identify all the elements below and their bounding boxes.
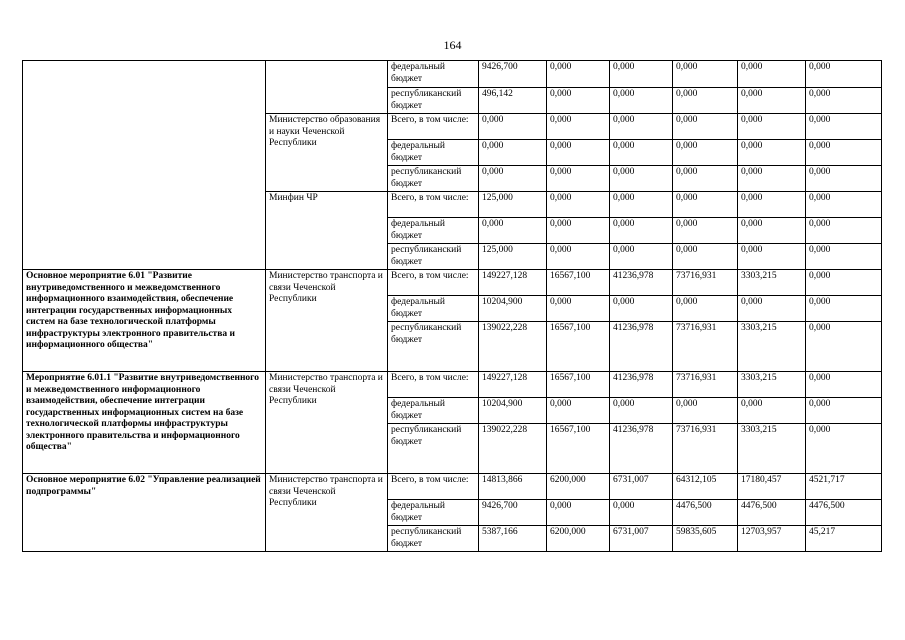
amount-cell: 6200,000 [547,526,610,552]
amount-cell: 45,217 [806,526,882,552]
amount-cell: 59835,605 [673,526,738,552]
amount-cell: 6200,000 [547,474,610,500]
amount-cell: 0,000 [806,166,882,192]
amount-cell: 0,000 [738,218,806,244]
amount-cell: 3303,215 [738,270,806,296]
amount-cell: 73716,931 [673,372,738,398]
amount-cell: 0,000 [610,61,673,88]
amount-cell: 149227,128 [479,270,547,296]
amount-cell: 0,000 [547,114,610,140]
amount-cell: 0,000 [738,296,806,322]
amount-cell: 9426,700 [479,61,547,88]
amount-cell: 125,000 [479,192,547,218]
page-number: 164 [443,38,462,52]
budget-table [22,60,882,552]
amount-cell: 3303,215 [738,322,806,372]
amount-cell: 0,000 [673,296,738,322]
amount-cell: 125,000 [479,244,547,270]
funding-source-cell: Всего, в том числе: [388,114,479,140]
executor-cell: Министерство транспорта и связи Чеченской Республики [266,372,388,474]
funding-source-cell: республиканский бюджет [388,424,479,474]
amount-cell: 41236,978 [610,270,673,296]
amount-cell: 0,000 [610,88,673,114]
amount-cell: 0,000 [806,270,882,296]
funding-source-cell: федеральный бюджет [388,398,479,424]
amount-cell: 0,000 [547,500,610,526]
amount-cell: 139022,228 [479,322,547,372]
amount-cell: 5387,166 [479,526,547,552]
amount-cell: 0,000 [806,424,882,474]
amount-cell: 3303,215 [738,424,806,474]
amount-cell: 0,000 [806,296,882,322]
amount-cell: 0,000 [610,398,673,424]
amount-cell: 0,000 [673,192,738,218]
amount-cell: 4521,717 [806,474,882,500]
funding-source-cell: Всего, в том числе: [388,192,479,218]
funding-source-cell: федеральный бюджет [388,61,479,88]
table-row [23,474,882,500]
amount-cell: 0,000 [738,166,806,192]
amount-cell: 0,000 [610,500,673,526]
amount-cell: 0,000 [479,114,547,140]
amount-cell: 0,000 [673,244,738,270]
amount-cell: 0,000 [673,88,738,114]
amount-cell: 0,000 [806,192,882,218]
table-row [23,270,882,296]
amount-cell: 0,000 [610,140,673,166]
amount-cell: 6731,007 [610,474,673,500]
amount-cell: 6731,007 [610,526,673,552]
amount-cell: 4476,500 [738,500,806,526]
amount-cell: 16567,100 [547,270,610,296]
amount-cell: 0,000 [673,218,738,244]
amount-cell: 0,000 [806,61,882,88]
amount-cell: 0,000 [547,192,610,218]
amount-cell: 10204,900 [479,296,547,322]
amount-cell: 0,000 [738,244,806,270]
amount-cell: 0,000 [806,322,882,372]
amount-cell: 0,000 [610,244,673,270]
amount-cell: 12703,957 [738,526,806,552]
activity-cell: Основное мероприятие 6.01 "Развитие внутриведомственного и межведомственного информационного взаимодействия, обеспечение интеграции государственных информационных систем на базе технологической платформы инфраструктуры электронного правительства и информационного общества" [23,270,266,372]
amount-cell: 16567,100 [547,424,610,474]
executor-cell [266,61,388,114]
amount-cell: 0,000 [610,218,673,244]
amount-cell: 0,000 [806,244,882,270]
funding-source-cell: Всего, в том числе: [388,474,479,500]
amount-cell: 0,000 [479,166,547,192]
table-row [23,61,882,88]
amount-cell: 0,000 [547,218,610,244]
amount-cell: 0,000 [479,140,547,166]
amount-cell: 0,000 [479,218,547,244]
amount-cell: 4476,500 [673,500,738,526]
amount-cell: 0,000 [806,398,882,424]
amount-cell: 0,000 [738,140,806,166]
amount-cell: 0,000 [673,398,738,424]
amount-cell: 0,000 [673,140,738,166]
amount-cell: 0,000 [610,296,673,322]
amount-cell: 0,000 [547,296,610,322]
funding-source-cell: Всего, в том числе: [388,372,479,398]
amount-cell: 17180,457 [738,474,806,500]
amount-cell: 73716,931 [673,322,738,372]
amount-cell: 0,000 [806,88,882,114]
amount-cell: 0,000 [547,61,610,88]
amount-cell: 0,000 [738,114,806,140]
amount-cell: 4476,500 [806,500,882,526]
executor-cell: Минфин ЧР [266,192,388,270]
amount-cell: 73716,931 [673,270,738,296]
funding-source-cell: федеральный бюджет [388,218,479,244]
amount-cell: 73716,931 [673,424,738,474]
amount-cell: 16567,100 [547,322,610,372]
amount-cell: 0,000 [547,140,610,166]
amount-cell: 0,000 [673,61,738,88]
amount-cell: 0,000 [610,114,673,140]
amount-cell: 0,000 [738,88,806,114]
amount-cell: 149227,128 [479,372,547,398]
amount-cell: 496,142 [479,88,547,114]
amount-cell: 9426,700 [479,500,547,526]
amount-cell: 41236,978 [610,372,673,398]
funding-source-cell: республиканский бюджет [388,526,479,552]
amount-cell: 10204,900 [479,398,547,424]
funding-source-cell: Всего, в том числе: [388,270,479,296]
amount-cell: 41236,978 [610,322,673,372]
amount-cell: 0,000 [738,61,806,88]
funding-source-cell: федеральный бюджет [388,500,479,526]
amount-cell: 0,000 [610,166,673,192]
funding-source-cell: республиканский бюджет [388,88,479,114]
amount-cell: 64312,105 [673,474,738,500]
funding-source-cell: республиканский бюджет [388,166,479,192]
activity-cell: Мероприятие 6.01.1 "Развитие внутриведомственного и межведомственного информационного взаимодействия, обеспечение интеграции государственных информационных систем на базе технологической платформы инфраструктуры электронного правительства и информационного общества" [23,372,266,474]
amount-cell: 0,000 [673,114,738,140]
table-row [23,372,882,398]
amount-cell: 0,000 [547,244,610,270]
funding-source-cell: республиканский бюджет [388,244,479,270]
amount-cell: 14813,866 [479,474,547,500]
amount-cell: 0,000 [547,166,610,192]
activity-cell: Основное мероприятие 6.02 "Управление реализацией подпрограммы" [23,474,266,552]
amount-cell: 0,000 [806,218,882,244]
amount-cell: 139022,228 [479,424,547,474]
amount-cell: 0,000 [673,166,738,192]
executor-cell: Министерство образования и науки Чеченской Республики [266,114,388,192]
amount-cell: 3303,215 [738,372,806,398]
amount-cell: 0,000 [738,192,806,218]
amount-cell: 0,000 [547,398,610,424]
amount-cell: 16567,100 [547,372,610,398]
amount-cell: 0,000 [806,114,882,140]
funding-source-cell: федеральный бюджет [388,296,479,322]
executor-cell: Министерство транспорта и связи Чеченской Республики [266,474,388,552]
activity-cell [23,61,266,270]
amount-cell: 0,000 [806,372,882,398]
funding-source-cell: федеральный бюджет [388,140,479,166]
amount-cell: 0,000 [610,192,673,218]
amount-cell: 41236,978 [610,424,673,474]
amount-cell: 0,000 [738,398,806,424]
amount-cell: 0,000 [806,140,882,166]
amount-cell: 0,000 [547,88,610,114]
executor-cell: Министерство транспорта и связи Чеченской Республики [266,270,388,372]
funding-source-cell: республиканский бюджет [388,322,479,372]
